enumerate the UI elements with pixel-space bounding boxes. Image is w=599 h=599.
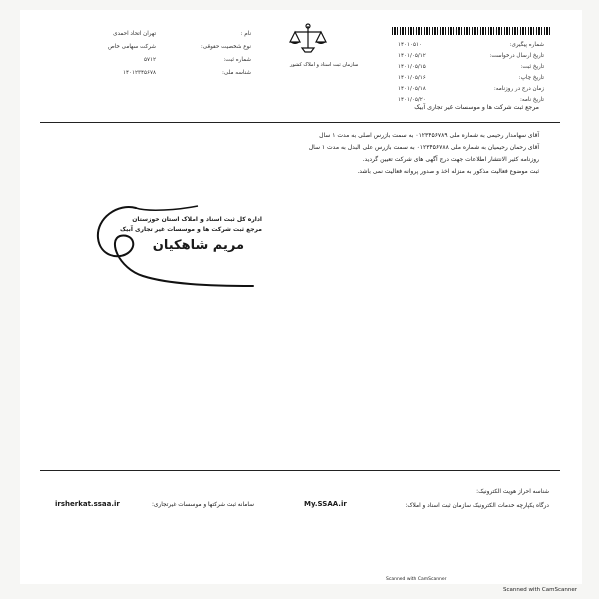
label-tracking: شماره پیگیری: — [509, 42, 544, 48]
value-tracking: ۱۴۰۱۰۵۱۰ — [398, 42, 423, 48]
label-name: نام : — [240, 31, 251, 37]
value-print-date: ۱۴۰۱/۰۵/۱۶ — [398, 75, 426, 81]
stamp-line-2: مرجع ثبت شرکت ها و موسسات غیر تجاری آبیک — [120, 226, 262, 233]
footer-caption-1: شناسه احراز هویت الکترونیک: — [476, 489, 549, 495]
stamp-line-1: اداره کل ثبت اسناد و املاک استان خوزستان — [132, 216, 262, 223]
footer-divider — [40, 470, 560, 471]
value-national-id: ۱۴۰۱۲۳۴۵۶۷۸ — [122, 70, 156, 76]
header-divider — [40, 122, 560, 123]
label-reg-date: تاریخ ثبت: — [520, 64, 544, 70]
value-request-date: ۱۴۰۱/۰۵/۱۲ — [398, 53, 426, 59]
value-name: تهران اتحاد احمدی — [113, 31, 156, 37]
handwritten-signature — [88, 198, 258, 298]
body-line-2: آقای رحمان رحیمیان به شماره ملی ۰۱۲۳۴۵۶۷۸۸ به سمت بازرس علی البدل به مدت ۱ سال — [308, 144, 539, 151]
emblem-caption: سازمان ثبت اسناد و املاک کشور — [290, 62, 359, 68]
label-entity-type: نوع شخصیت حقوقی: — [200, 44, 251, 50]
footer-caption-2: درگاه یکپارچه خدمات الکترونیک سازمان ثبت اسناد و املاک: — [405, 503, 549, 509]
value-entity-type: شرکت سهامی خاص — [107, 44, 156, 50]
body-line-4: ثبت موضوع فعالیت مذکور به منزله اخذ و صدور پروانه فعالیت نمی باشد. — [357, 168, 539, 175]
portal-link[interactable]: My.SSAA.ir — [304, 500, 347, 508]
subject-line: مرجع ثبت شرکت ها و موسسات غیر تجاری آبیک — [414, 104, 539, 111]
value-letter-date: ۱۴۰۱/۰۵/۲۰ — [398, 97, 426, 103]
label-national-id: شناسه ملی: — [222, 70, 251, 76]
body-line-1: آقای سهامدار رحیمی به شماره ملی ۰۱۲۳۴۵۶۷۸۹ به سمت بازرس اصلی به مدت ۱ سال — [319, 132, 539, 139]
stamp-name: مریم شاهکیان — [152, 238, 244, 253]
barcode — [392, 27, 550, 35]
value-newspaper-date: ۱۴۰۱/۰۵/۱۸ — [398, 86, 426, 92]
system-caption: سامانه ثبت شرکتها و موسسات غیرتجاری: — [151, 502, 254, 508]
label-letter-date: تاریخ نامه: — [519, 97, 544, 103]
label-print-date: تاریخ چاپ: — [518, 75, 544, 81]
scanner-watermark-small: Scanned with CamScanner — [386, 577, 447, 582]
label-newspaper-date: زمان درج در روزنامه: — [493, 86, 544, 92]
system-link[interactable]: irsherkat.ssaa.ir — [55, 500, 120, 508]
body-line-3: روزنامه کثیر الانتشار اطلاعات جهت درج آگهی های شرکت تعیین گردید. — [362, 156, 539, 163]
label-request-date: تاریخ ارسال درخواست: — [489, 53, 544, 59]
value-reg-number: ۵۷۱۲ — [143, 57, 156, 63]
value-reg-date: ۱۴۰۱/۰۵/۱۵ — [398, 64, 426, 70]
label-reg-number: شماره ثبت: — [223, 57, 251, 63]
scanner-watermark: Scanned with CamScanner — [503, 587, 577, 593]
